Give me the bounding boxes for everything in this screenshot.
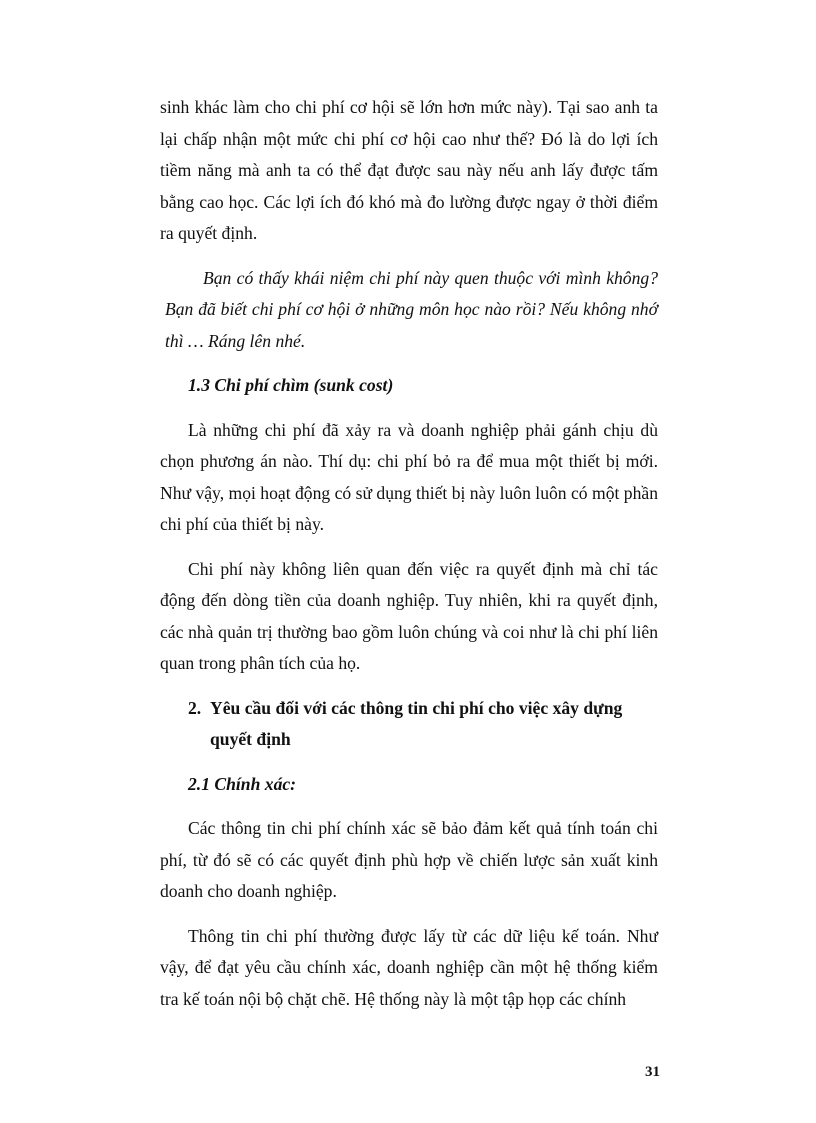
- reader-note: Bạn có thấy khái niệm chi phí này quen thuộc với mình không? Bạn đã biết chi phí cơ hội ở những môn học nào rồi? Nếu không nhớ thì … Ráng lên nhé.: [165, 267, 658, 351]
- paragraph-sunk-cost-decision: Chi phí này không liên quan đến việc ra quyết định mà chỉ tác động đến dòng tiền của doanh nghiệp. Tuy nhiên, khi ra quyết định, các nhà quản trị thường bao gồm luôn chúng và coi như là chi phí liên quan trong phân tích của họ.: [160, 558, 658, 673]
- heading-2-number: 2.: [188, 697, 202, 718]
- heading-2-line1: Yêu cầu đối với các thông tin chi phí cho việc xây dựng: [210, 697, 623, 718]
- paragraph-accurate-info: Các thông tin chi phí chính xác sẽ bảo đảm kết quả tính toán chi phí, từ đó sẽ có các quyết định phù hợp về chiến lược sản xuất kinh doanh cho doanh nghiệp.: [160, 818, 658, 901]
- paragraph-opportunity-cost-continued: sinh khác làm cho chi phí cơ hội sẽ lớn hơn mức này). Tại sao anh ta lại chấp nhận một mức chi phí cơ hội cao như thế? Đó là do lợi ích tiềm năng mà anh ta có thể đạt được sau này nếu anh lấy được tấm bằng cao học. Các lợi ích đó khó mà đo lường được ngay ở thời điểm ra quyết định.: [160, 97, 658, 243]
- heading-1-3-sunk-cost: 1.3 Chi phí chìm (sunk cost): [188, 375, 394, 395]
- heading-2-requirements: [160, 693, 658, 756]
- paragraph-accounting-data: Thông tin chi phí thường được lấy từ các dữ liệu kế toán. Như vậy, để đạt yêu cầu chính xác, doanh nghiệp cần một hệ thống kiểm tra kế toán nội bộ chặt chẽ. Hệ thống này là một tập họp các chính: [160, 925, 658, 1009]
- page-body: [160, 92, 658, 1015]
- heading-2-line2: quyết định: [210, 729, 291, 749]
- paragraph-sunk-cost-definition: Là những chi phí đã xảy ra và doanh nghiệp phải gánh chịu dù chọn phương án nào. Thí dụ: chi phí bỏ ra để mua một thiết bị mới. Như vậy, mọi hoạt động có sử dụng thiết bị này luôn luôn có một phần chi phí của thiết bị này.: [160, 419, 658, 534]
- heading-2-1-accuracy: 2.1 Chính xác:: [188, 773, 297, 794]
- page-number: 31: [645, 1064, 660, 1080]
